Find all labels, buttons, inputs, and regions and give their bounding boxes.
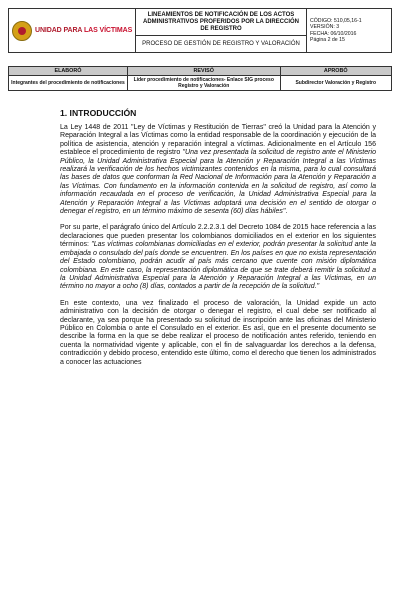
unidad-victimas-logo <box>12 12 132 50</box>
process-name: PROCESO DE GESTIÓN DE REGISTRO Y VALORACIÓN <box>136 36 307 53</box>
paragraph-1-quote: "Una vez presentada la solicitud de registro ante el Ministerio Público, la Unidad Administrativa Especial para la Atención y Reparación Integral a las Víctimas realizará la verificación de los hechos victimizantes contenidos en la misma, para lo cual consultará las bases de datos que conforman la Red Nacional de Información para la Atención y Reparación a las Víctimas. Con fundamento en la información contenida en la solicitud de registro, así como la información recaudada en el proceso de verificación, la Unidad Administrativa Especial para la Atención y Reparación Integral a las Víctimas adoptará una decisión en el sentido de otorgar o denegar el registro, en un término máximo de sesenta (60) días hábiles" <box>60 149 376 216</box>
document-header <box>8 8 392 53</box>
paragraph-2-text: Por su parte, el parágrafo único del Artículo 2.2.2.3.1 del Decreto 1084 de 2015 hace referencia a las declaraciones que pueden presentar los colombianos domiciliados en el exterior en los siguientes términos: <box>60 224 376 249</box>
document-date: FECHA: 06/10/2016 <box>310 30 357 37</box>
section-title: 1. INTRODUCCIÓN <box>60 108 137 118</box>
document-version: VERSIÓN: 3 <box>310 24 340 30</box>
page-number: Página 2 de 15 <box>310 37 345 43</box>
elaboro-header: ELABORÓ <box>9 67 128 76</box>
logo-emphasis: LAS VÍCTIMAS <box>83 27 133 34</box>
paragraph-1-text: La Ley 1448 de 2011 "Ley de Víctimas y Restitución de Tierras" creó la Unidad para la Atención y Reparación Integral a las Víctimas como la entidad responsable de la coordinación y ejecución de la política de asistencia, atención y reparación integral a víctimas. Adicionalmente en el Artículo 156 establece el procedimiento de registro <box>60 124 376 157</box>
document-body <box>60 92 376 375</box>
reviso-header: REVISÓ <box>127 67 280 76</box>
paragraph-1-end: . <box>285 208 288 216</box>
logo-cell <box>9 9 136 53</box>
approval-table <box>8 66 392 91</box>
paragraph-2 <box>60 224 376 291</box>
document-code: CÓDIGO: 510,05,16-1 <box>310 17 362 24</box>
document-control-info <box>307 9 392 53</box>
reviso-value: Líder procedimiento de notificaciones- Enlace SIG proceso Registro y Valoración <box>127 76 280 91</box>
coat-of-arms-icon <box>12 21 32 41</box>
elaboro-value: Integrantes del procedimiento de notificaciones <box>9 76 128 91</box>
aprobo-header: APROBÓ <box>280 67 391 76</box>
paragraph-2-quote: "Las víctimas colombianas domiciliadas en el exterior, podrán presentar la solicitud ante la embajada o consulado del país donde se encuentren. En los países en que no exista representación del Estado colombiano, podrán acudir al país más cercano que cuente con misión diplomática colombiana. En este caso, la representación diplomática de que se trate deberá remitir la solicitud a la Unidad Administrativa Especial para la Atención y Reparación Integral a las Víctimas, en un término no mayor a ocho (8) días, contados a partir de la recepción de la solicitud." <box>60 241 377 291</box>
paragraph-1 <box>60 124 376 216</box>
document-title: LINEAMIENTOS DE NOTIFICACIÓN DE LOS ACTOS ADMINISTRATIVOS PROFERIDOS POR LA DIRECCIÓN DE REGISTRO <box>136 9 307 36</box>
paragraph-3: En este contexto, una vez finalizado el proceso de valoración, la Unidad expide un acto administrativo con la decisión de otorgar o denegar el registro, el cual debe ser notificado al declarante, ya sea porque ha presentado su solicitud de inscripción ante las oficinas del Ministerio Público en Colombia o ante el Consulado en el exterior. Es así, que en el presente documento se describe la forma en la que se debe realizar el proceso de notificación antes referido, teniendo en cuenta la normatividad vigente y aplicable, con el fin de salvaguardar los derechos a la defensa, contradicción y debido proceso, entendido este último, como el derecho que tienen los administrados a conocer las actuaciones <box>60 299 376 366</box>
aprobo-value: Subdirector Valoración y Registro <box>280 76 391 91</box>
logo-prefix: UNIDAD PARA <box>35 27 84 34</box>
